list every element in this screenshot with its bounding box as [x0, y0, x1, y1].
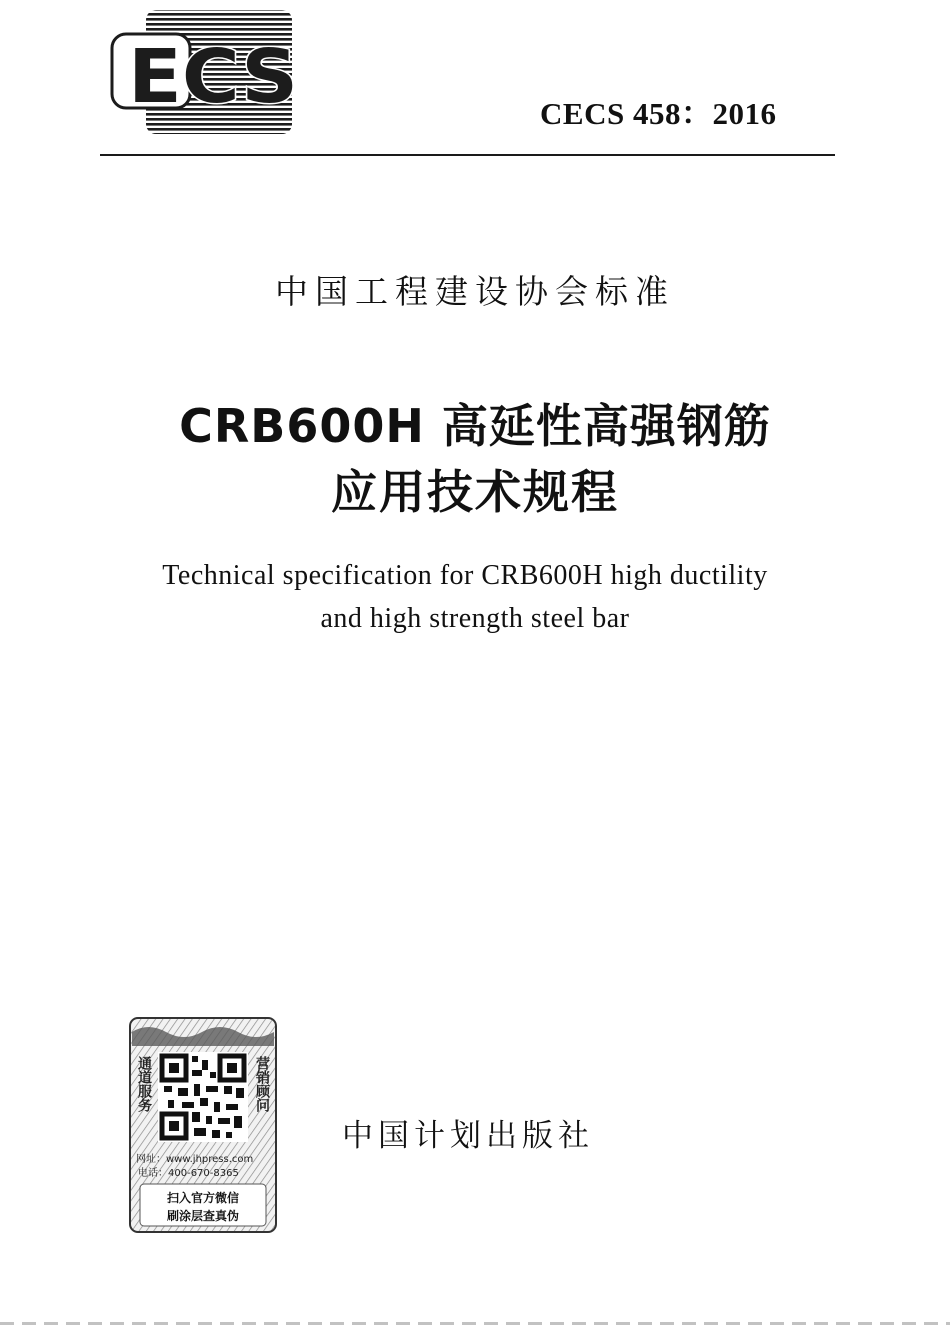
title-cn-line1: CRB600H 高延性高强钢筋: [179, 399, 771, 453]
title-en-line2: and high strength steel bar: [320, 603, 630, 634]
title-en-line1: Technical specification for CRB600H high ductility: [162, 560, 768, 591]
seal-left-text: 通道服务: [136, 1056, 152, 1112]
association-title: 中国工程建设协会标准: [275, 272, 675, 311]
standard-number: CECS 458：2016: [540, 96, 777, 131]
seal-line1: 扫入官方微信: [166, 1191, 240, 1205]
title-cn-line2: 应用技术规程: [331, 465, 619, 519]
anti-counterfeit-seal: [128, 1016, 278, 1234]
qr-code-icon: [158, 1052, 248, 1142]
ecs-logo: [108, 8, 313, 136]
logo-text: ECS: [128, 34, 298, 120]
seal-phone: 电话：400-670-8365: [138, 1168, 239, 1179]
scan-edge-line: [0, 1322, 950, 1325]
header-rule: [100, 154, 835, 156]
seal-website: 网址：www.jhpress.com: [136, 1154, 254, 1165]
seal-right-text: 营销顾问: [254, 1056, 270, 1112]
seal-line2: 刷涂层查真伪: [166, 1209, 240, 1223]
publisher-name: 中国计划出版社: [342, 1118, 594, 1154]
